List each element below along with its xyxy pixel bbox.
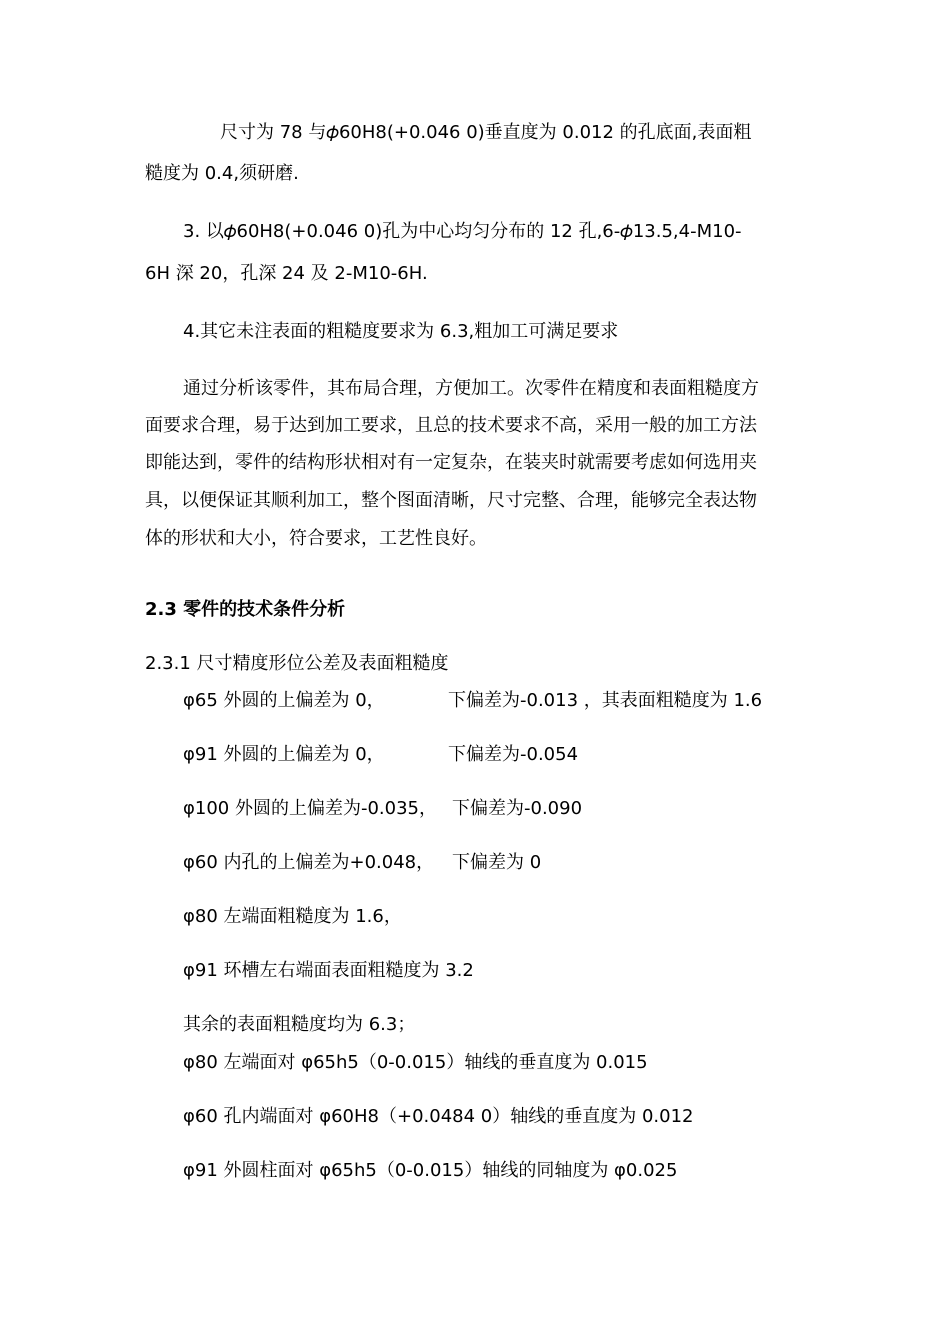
roughness-item-3: 其余的表面粗糙度均为 6.3； [183, 1014, 416, 1035]
para2-line2: 6H 深 20，孔深 24 及 2-M10-6H. [145, 263, 428, 284]
para1-line1: 尺寸为 78 与𝜙60H8(+0.046 0)垂直度为 0.012 的孔底面,表面粗 [220, 122, 752, 143]
subsection-heading: 2.3.1 尺寸精度形位公差及表面粗糙度 [145, 653, 449, 674]
para1-line2: 糙度为 0.4,须研磨. [145, 163, 299, 184]
tolerance-item-4-a: φ60 内孔的上偏差为+0.048， [183, 852, 435, 873]
geometric-item-1: φ80 左端面对 φ65h5（0-0.015）轴线的垂直度为 0.015 [183, 1052, 648, 1073]
geometric-item-3: φ91 外圆柱面对 φ65h5（0-0.015）轴线的同轴度为 φ0.025 [183, 1160, 678, 1181]
para4-line1: 通过分析该零件，其布局合理，方便加工。次零件在精度和表面粗糙度方 [183, 378, 759, 399]
tolerance-item-1-a: φ65 外圆的上偏差为 0， [183, 690, 385, 711]
para4-line3: 即能达到，零件的结构形状相对有一定复杂，在装夹时就需要考虑如何选用夹 [145, 452, 757, 473]
para4-line4: 具，以便保证其顺利加工，整个图面清晰，尺寸完整、合理，能够完全表达物 [145, 490, 757, 511]
tolerance-item-1-b: 下偏差为-0.013 ，其表面粗糙度为 1.6 [448, 690, 763, 711]
para3-line: 4.其它未注表面的粗糙度要求为 6.3,粗加工可满足要求 [183, 321, 619, 342]
para2-line1: 3. 以𝜙60H8(+0.046 0)孔为中心均匀分布的 12 孔,6-𝜙13.5,4-M10- [183, 221, 742, 242]
para4-line5: 体的形状和大小，符合要求，工艺性良好。 [145, 528, 487, 549]
geometric-item-2: φ60 孔内端面对 φ60H8（+0.0484 0）轴线的垂直度为 0.012 [183, 1106, 694, 1127]
section-heading: 2.3 零件的技术条件分析 [145, 599, 346, 620]
roughness-item-2: φ91 环槽左右端面表面粗糙度为 3.2 [183, 960, 474, 981]
para4-line2: 面要求合理，易于达到加工要求，且总的技术要求不高，采用一般的加工方法 [145, 415, 757, 436]
roughness-item-1: φ80 左端面粗糙度为 1.6， [183, 906, 402, 927]
tolerance-item-4-b: 下偏差为 0 [452, 852, 542, 873]
tolerance-item-2-b: 下偏差为-0.054 [448, 744, 579, 765]
tolerance-item-2-a: φ91 外圆的上偏差为 0， [183, 744, 385, 765]
tolerance-item-3-b: 下偏差为-0.090 [452, 798, 583, 819]
tolerance-item-3-a: φ100 外圆的上偏差为-0.035， [183, 798, 437, 819]
